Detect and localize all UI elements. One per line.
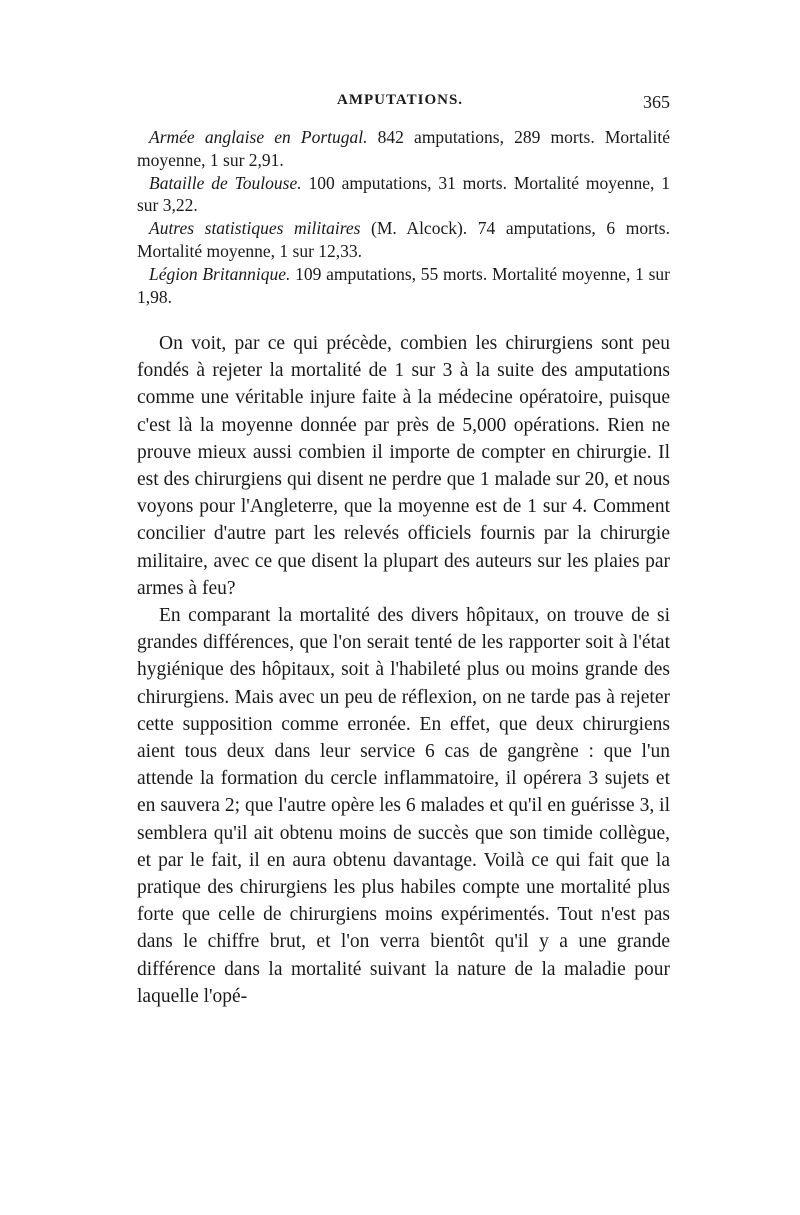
statistic-entry <box>137 217 670 263</box>
running-title: AMPUTATIONS. <box>337 92 464 108</box>
statistic-source: Légion Britannique. <box>149 263 291 284</box>
statistic-figures: (M. Alcock). 74 amputations, 6 morts. Mortalité moyenne, 1 sur 12,33. <box>137 218 670 261</box>
paragraph: En comparant la mortalité des divers hôpitaux, on trouve de si grandes différences, que l'on serait tenté de les rapporter soit à l'état hygiénique des hôpitaux, soit à l'habileté plus ou moins grande des chirurgiens. Mais avec un peu de réflexion, on ne tarde pas à rejeter cette supposition comme erronée. En effet, que deux chirurgiens aient tous deux dans leur service 6 cas de gangrène : que l'un attende la formation du cercle inflammatoire, il opérera 3 sujets et en sauvera 2; que l'autre opère les 6 malades et qu'il en guérisse 3, il semblera qu'il ait obtenu moins de succès que son timide collègue, et par le fait, il en aura obtenu davantage. Voilà ce qui fait que la pratique des chirurgiens les plus habiles compte une mortalité plus forte que celle de chirurgiens moins expérimentés. Tout n'est pas dans le chiffre brut, et l'on verra bientôt qu'il y a une grande différence dans la mortalité suivant la nature de la maladie pour laquelle l'opé- <box>137 605 670 1007</box>
statistic-source: Bataille de Toulouse. <box>149 172 302 193</box>
page-number: 365 <box>643 92 670 112</box>
paragraph: On voit, par ce qui précède, combien les chirurgiens sont peu fondés à rejeter la mortalité de 1 sur 3 à la suite des amputations comme une véritable injure faite à la médecine opératoire, puisque c'est là la moyenne donnée par près de 5,000 opérations. Rien ne prouve mieux aussi combien il importe de compter en chirurgie. Il est des chirurgiens qui disent ne perdre que 1 malade sur 20, et nous voyons pour l'Angleterre, que la moyenne est de 1 sur 4. Comment concilier d'autre part les relevés officiels fournis par la chirurgie militaire, avec ce que disent la plupart des auteurs sur les plaies par armes à feu? <box>137 333 670 599</box>
statistics-list <box>137 126 670 308</box>
statistic-figures: 109 amputations, 55 morts. Mortalité moyenne, 1 sur 1,98. <box>137 263 671 307</box>
statistic-figures: 100 amputations, 31 morts. Mortalité moyenne, 1 sur 3,22. <box>137 172 670 216</box>
body-text <box>137 330 670 1010</box>
statistic-source: Autres statistiques militaires <box>149 218 361 239</box>
statistic-source: Armée anglaise en Portugal. <box>149 127 368 147</box>
statistic-figures: 842 amputations, 289 morts. Mortalité moyenne, 1 sur 2,91. <box>137 127 670 170</box>
statistic-entry <box>137 263 670 309</box>
statistic-entry <box>137 172 670 218</box>
running-header <box>137 92 670 116</box>
statistic-entry <box>137 126 670 172</box>
